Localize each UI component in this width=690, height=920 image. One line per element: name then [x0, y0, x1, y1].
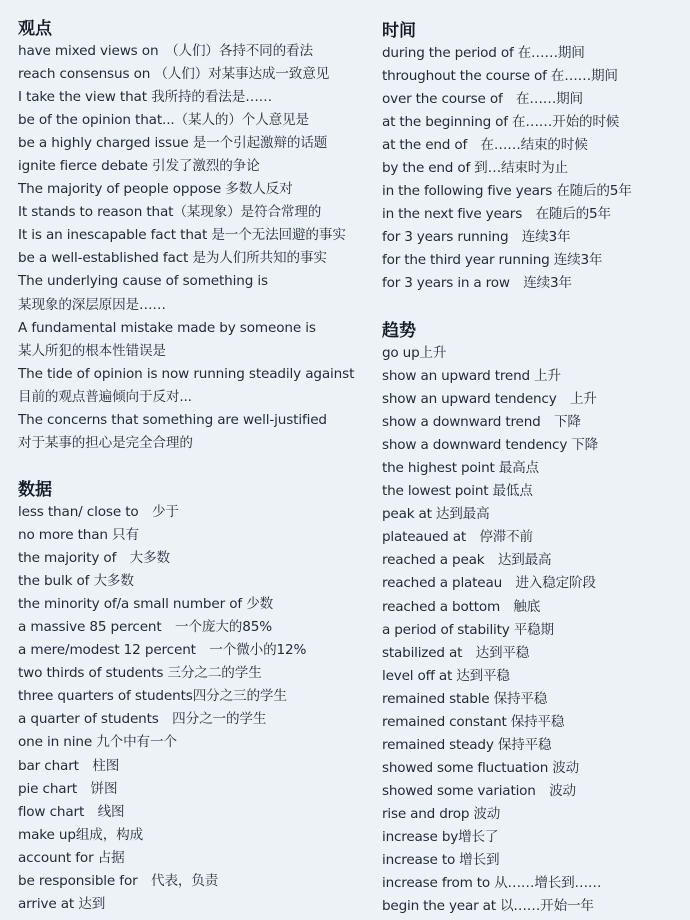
phrase-line: The underlying cause of something is	[18, 273, 268, 290]
viewpoints-heading: 观点	[18, 19, 52, 39]
phrase-line: reached a plateau 进入稳定阶段	[382, 575, 596, 592]
phrase-line: account for 占据	[18, 849, 125, 866]
phrase-line: It is an inescapable fact that 是一个无法回避的事实	[18, 227, 346, 244]
time-heading: 时间	[382, 21, 416, 41]
trend-list	[382, 342, 682, 918]
phrase-line: 目前的观点普遍倾向于反对...	[18, 388, 192, 405]
phrase-line: It stands to reason that（某现象）是符合常理的	[18, 204, 322, 221]
phrase-line: The concerns that something are well-justified	[18, 411, 327, 428]
phrase-line: a mere/modest 12 percent 一个微小的12%	[18, 642, 307, 659]
phrase-line: show an upward trend 上升	[382, 368, 561, 385]
phrase-line: rise and drop 波动	[382, 805, 501, 822]
phrase-line: have mixed views on （人们）各持不同的看法	[18, 43, 313, 59]
phrase-line: show a downward trend 下降	[382, 414, 581, 431]
phrase-line: showed some fluctuation 波动	[382, 759, 580, 776]
phrase-line: less than/ close to 少于	[18, 504, 179, 520]
phrase-line: during the period of 在……期间	[382, 45, 585, 61]
phrase-line: the highest point 最高点	[382, 460, 539, 477]
phrase-line: pie chart 饼图	[18, 780, 118, 797]
phrase-line: be of the opinion that...（某人的）个人意见是	[18, 112, 309, 129]
phrase-line: remained stable 保持平稳	[382, 690, 548, 707]
viewpoints-section	[18, 18, 380, 455]
phrase-line: increase from to 从……增长到……	[382, 875, 602, 892]
phrase-line: two thirds of students 三分之二的学生	[18, 665, 262, 682]
phrase-line: by the end of 到…结束时为止	[382, 160, 568, 177]
phrase-line: 某现象的深层原因是……	[18, 296, 166, 313]
phrase-line: the lowest point 最低点	[382, 483, 533, 500]
phrase-line: be responsible for 代表，负责	[18, 872, 219, 889]
trend-section	[382, 320, 682, 918]
viewpoints-list	[18, 40, 380, 455]
phrase-line: the majority of 大多数	[18, 550, 170, 567]
phrase-line: The tide of opinion is now running steadily against	[18, 365, 355, 382]
phrase-line: for 3 years running 连续3年	[382, 229, 571, 246]
phrase-line: in the next five years 在随后的5年	[382, 206, 611, 223]
phrase-line: no more than 只有	[18, 527, 139, 544]
phrase-line: 对于某事的担心是完全合理的	[18, 434, 193, 451]
phrase-line: I take the view that 我所持的看法是……	[18, 89, 273, 106]
phrase-line: stabilized at 达到平稳	[382, 644, 530, 661]
phrase-line: plateaued at 停滞不前	[382, 529, 533, 546]
phrase-line: for the third year running 连续3年	[382, 252, 603, 269]
phrase-line: increase to 增长到	[382, 852, 500, 869]
phrase-line: peak at 达到最高	[382, 506, 490, 523]
phrase-line: The majority of people oppose 多数人反对	[18, 181, 293, 198]
phrase-line: arrive at 达到	[18, 895, 106, 912]
phrase-line: make up组成，构成	[18, 826, 144, 843]
phrase-line: go up上升	[382, 345, 447, 361]
phrase-line: show a downward tendency 下降	[382, 437, 599, 454]
phrase-line: level off at 达到平稳	[382, 667, 510, 684]
data-heading: 数据	[18, 480, 52, 500]
phrase-line: throughout the course of 在……期间	[382, 68, 618, 85]
phrase-line: show an upward tendency 上升	[382, 391, 597, 408]
phrase-line: flow chart 线图	[18, 803, 125, 820]
time-list	[382, 42, 682, 296]
data-list	[18, 501, 380, 916]
data-section	[18, 479, 380, 916]
phrase-line: one in nine 九个中有一个	[18, 734, 177, 751]
phrase-line: in the following five years 在随后的5年	[382, 183, 632, 200]
phrase-line: at the end of 在……结束的时候	[382, 137, 588, 154]
phrase-line: the minority of/a small number of 少数	[18, 596, 274, 613]
trend-heading: 趋势	[382, 321, 416, 341]
phrase-line: a quarter of students 四分之一的学生	[18, 711, 267, 728]
phrase-line: over the course of 在……期间	[382, 91, 583, 108]
time-section	[382, 20, 682, 296]
phrase-line: reach consensus on （人们）对某事达成一致意见	[18, 66, 330, 83]
phrase-line: showed some variation 波动	[382, 782, 576, 799]
phrase-line: the bulk of 大多数	[18, 573, 134, 590]
phrase-line: a period of stability 平稳期	[382, 621, 554, 638]
phrase-line: a massive 85 percent 一个庞大的85%	[18, 619, 273, 636]
phrase-line: A fundamental mistake made by someone is	[18, 319, 316, 336]
phrase-line: begin the year at 以……开始一年	[382, 898, 594, 915]
phrase-line: reached a peak 达到最高	[382, 552, 552, 569]
phrase-line: bar chart 柱图	[18, 757, 120, 774]
phrase-line: remained steady 保持平稳	[382, 736, 552, 753]
phrase-line: be a highly charged issue 是一个引起激辩的话题	[18, 135, 328, 152]
phrase-line: ignite fierce debate 引发了激烈的争论	[18, 158, 260, 175]
phrase-line: be a well-established fact 是为人们所共知的事实	[18, 250, 327, 267]
phrase-line: for 3 years in a row 连续3年	[382, 275, 572, 292]
phrase-line: three quarters of students四分之三的学生	[18, 688, 287, 705]
phrase-line: 某人所犯的根本性错误是	[18, 342, 166, 359]
phrase-line: reached a bottom 触底	[382, 598, 541, 615]
phrase-line: remained constant 保持平稳	[382, 713, 565, 730]
phrase-line: increase by增长了	[382, 828, 499, 845]
phrase-line: at the beginning of 在……开始的时候	[382, 114, 620, 131]
